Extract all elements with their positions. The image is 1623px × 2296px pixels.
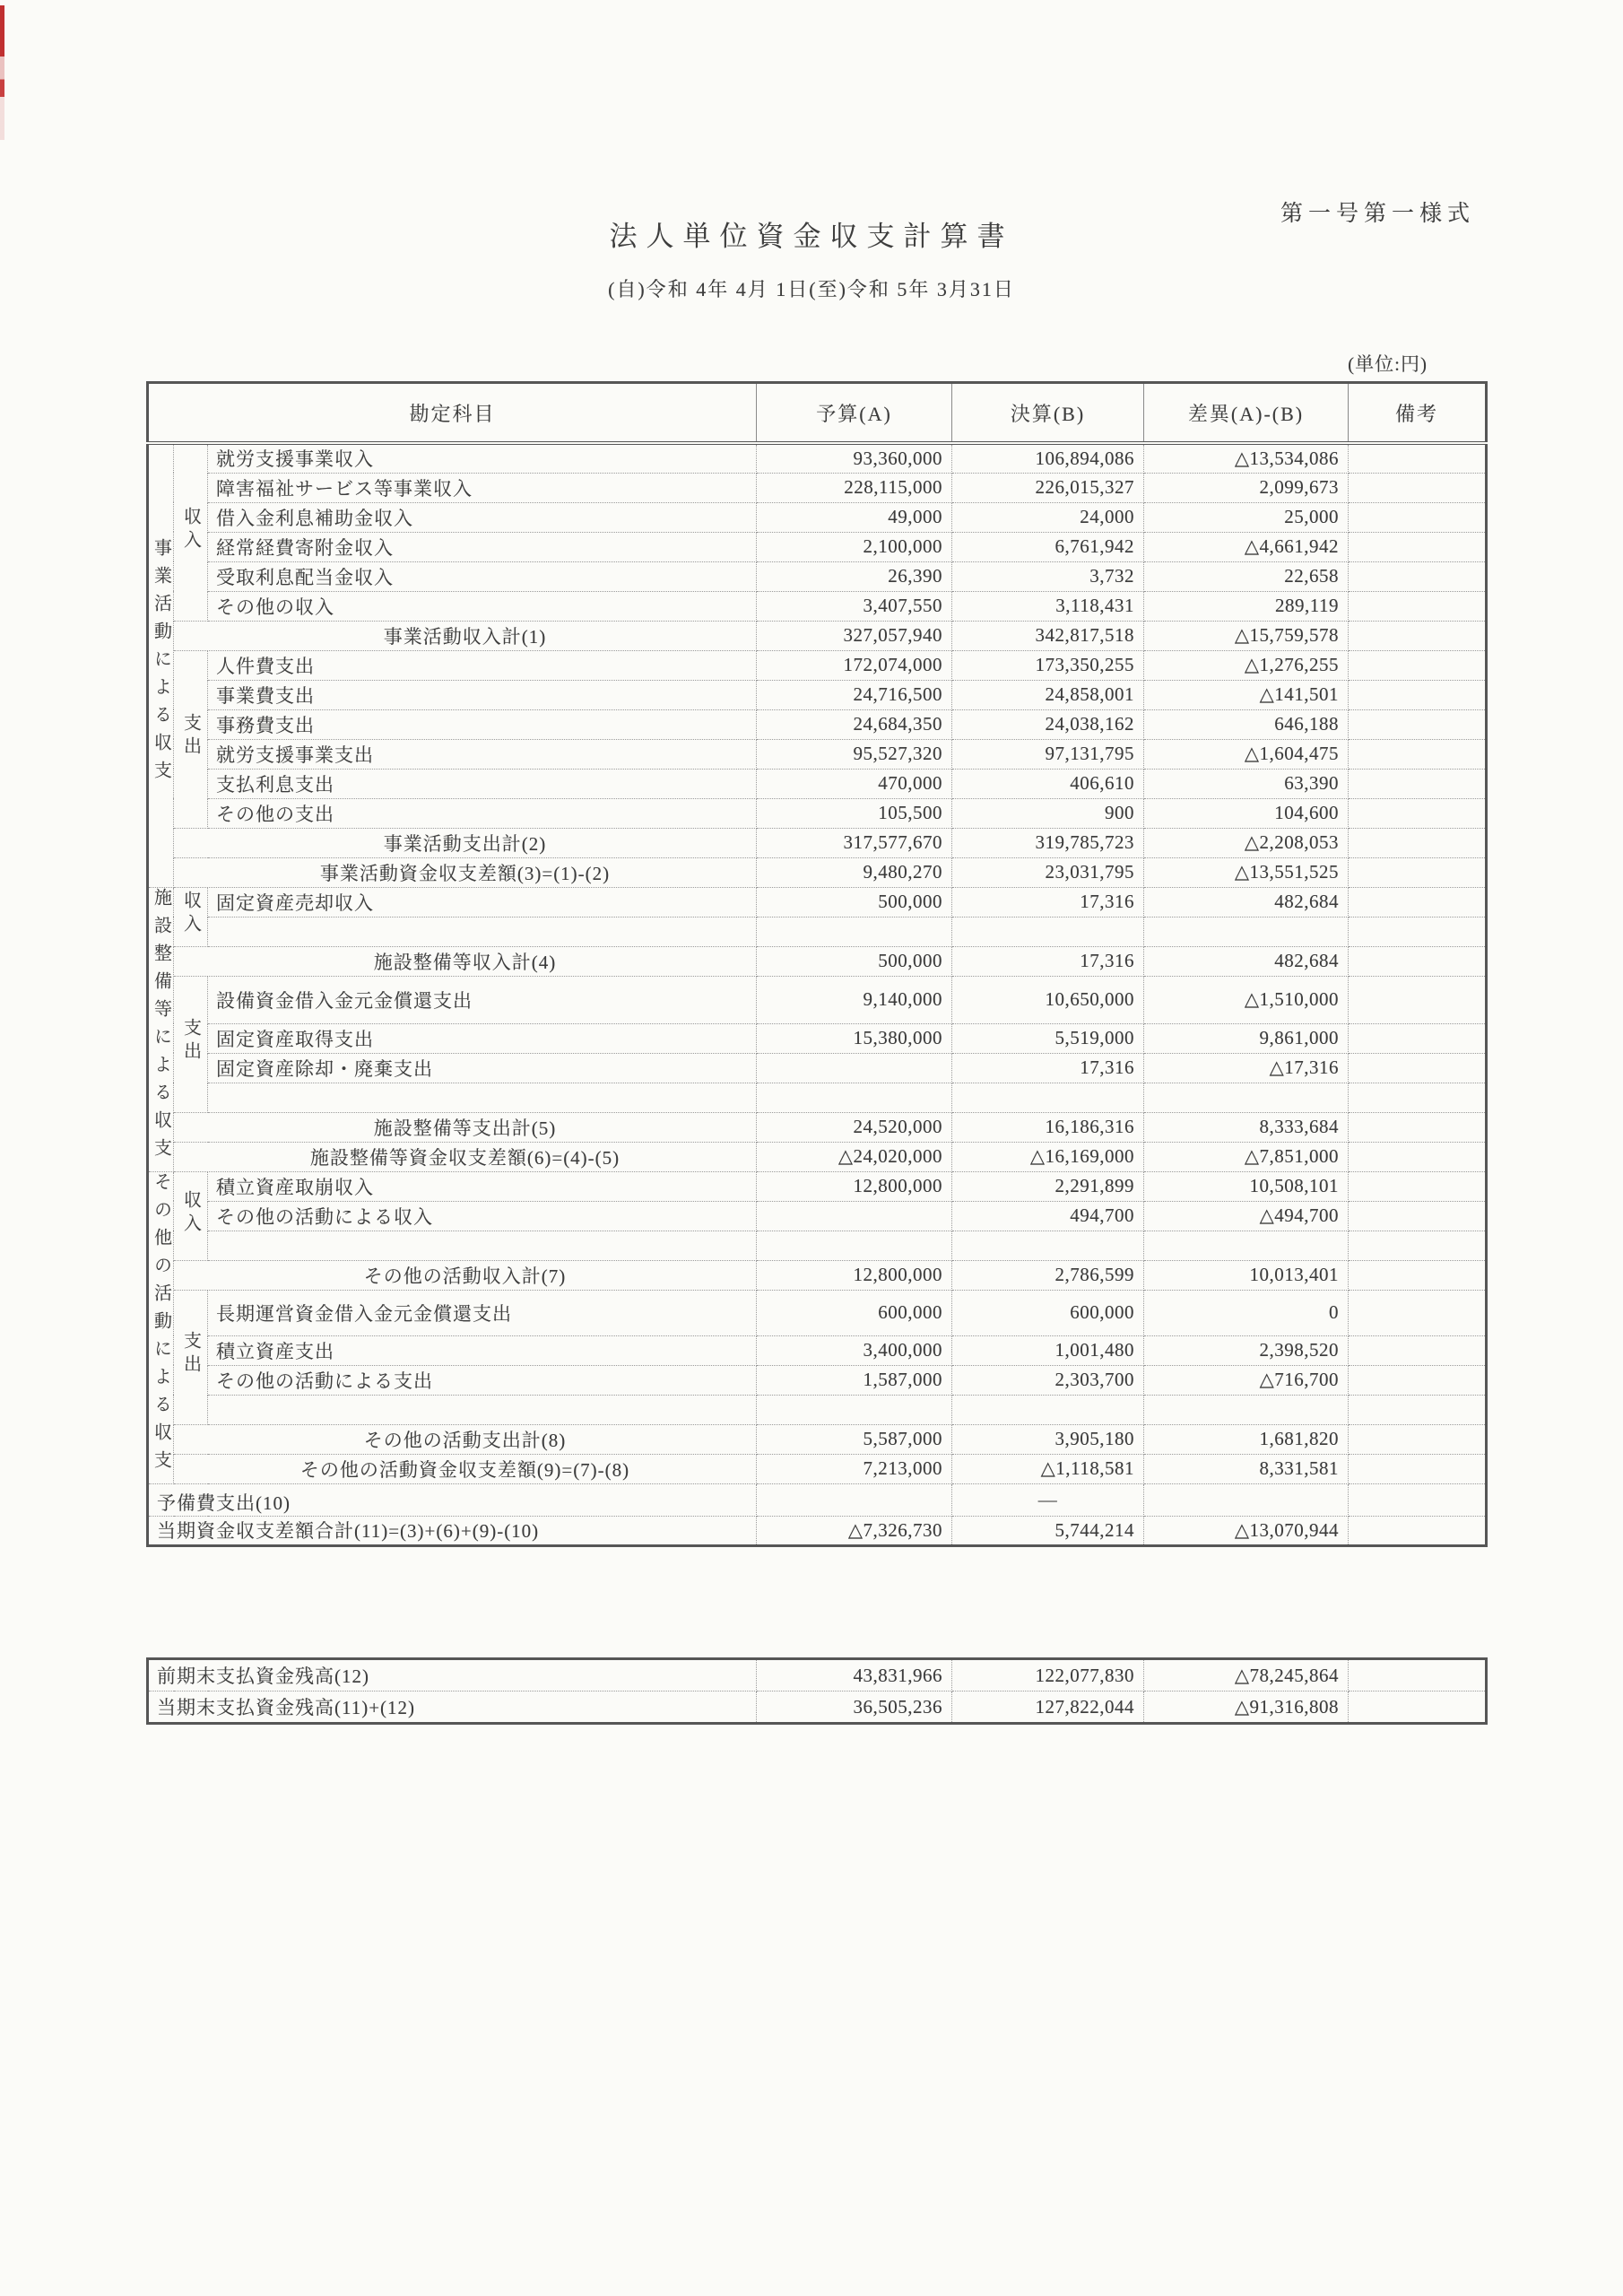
io-label: 収入: [174, 887, 208, 946]
actual-cell: 2,291,899: [952, 1171, 1144, 1201]
remarks-cell: [1349, 591, 1487, 621]
diff-cell: 2,099,673: [1144, 473, 1349, 502]
diff-cell: 25,000: [1144, 502, 1349, 532]
remarks-cell: [1349, 1483, 1487, 1516]
actual-cell: 226,015,327: [952, 473, 1144, 502]
budget-cell: [757, 1053, 952, 1083]
carryover-label: 当期末支払資金残高(11)+(12): [148, 1692, 757, 1724]
diff-cell: △141,501: [1144, 680, 1349, 709]
subtotal-label: 事業活動支出計(2): [174, 828, 757, 857]
section-label: 事業活動による収支: [148, 443, 174, 887]
actual-cell: 122,077,830: [952, 1659, 1144, 1692]
remarks-cell: [1349, 1231, 1487, 1260]
account-cell: 人件費支出: [208, 650, 757, 680]
table-row: [148, 887, 1487, 917]
actual-cell: 17,316: [952, 887, 1144, 917]
diff-cell: △1,510,000: [1144, 976, 1349, 1023]
budget-cell: 5,587,000: [757, 1424, 952, 1454]
table-row: [148, 650, 1487, 680]
col-header-actual: 決算(B): [952, 383, 1144, 444]
form-number: 第一号第一様式: [1280, 202, 1475, 226]
col-header-budget: 予算(A): [757, 383, 952, 444]
remarks-cell: [1349, 680, 1487, 709]
diff-cell: [1144, 917, 1349, 946]
account-cell: 受取利息配当金収入: [208, 561, 757, 591]
account-cell: 経常経費寄附金収入: [208, 532, 757, 561]
table-row: [148, 1023, 1487, 1053]
table-row: [148, 1335, 1487, 1365]
account-cell: 長期運営資金借入金元金償還支出: [208, 1290, 757, 1335]
table-row: [148, 1483, 1487, 1516]
red-scan-mark: [0, 5, 4, 140]
table-row: [148, 591, 1487, 621]
actual-cell: 5,744,214: [952, 1516, 1144, 1545]
budget-cell: 43,831,966: [757, 1659, 952, 1692]
diff-cell: 482,684: [1144, 887, 1349, 917]
col-header-diff: 差異(A)-(B): [1144, 383, 1349, 444]
table-row: [148, 1053, 1487, 1083]
actual-cell: △1,118,581: [952, 1454, 1144, 1483]
unit-note: (単位:円): [1348, 353, 1428, 375]
carryover-table: [146, 1657, 1488, 1725]
diff-cell: 482,684: [1144, 946, 1349, 976]
diff-cell: 104,600: [1144, 798, 1349, 828]
remarks-cell: [1349, 1201, 1487, 1231]
subtotal-label: 事業活動収入計(1): [174, 621, 757, 650]
budget-cell: 228,115,000: [757, 473, 952, 502]
account-cell: 支払利息支出: [208, 769, 757, 798]
diff-label: その他の活動資金収支差額(9)=(7)-(8): [174, 1454, 757, 1483]
table-row: [148, 1395, 1487, 1424]
account-cell: 借入金利息補助金収入: [208, 502, 757, 532]
account-cell: 積立資産取崩収入: [208, 1171, 757, 1201]
table-row: [148, 532, 1487, 561]
diff-cell: 63,390: [1144, 769, 1349, 798]
actual-cell: 24,038,162: [952, 709, 1144, 739]
remarks-cell: [1349, 1260, 1487, 1290]
col-header-remarks: 備考: [1349, 383, 1487, 444]
diff-cell: 0: [1144, 1290, 1349, 1335]
diff-cell: △716,700: [1144, 1365, 1349, 1395]
budget-cell: 24,716,500: [757, 680, 952, 709]
actual-cell: 3,732: [952, 561, 1144, 591]
remarks-cell: [1349, 857, 1487, 887]
budget-cell: △7,326,730: [757, 1516, 952, 1545]
table-row: [148, 709, 1487, 739]
remarks-cell: [1349, 561, 1487, 591]
remarks-cell: [1349, 709, 1487, 739]
table-row: [148, 857, 1487, 887]
account-cell: 積立資産支出: [208, 1335, 757, 1365]
carryover-label: 前期末支払資金残高(12): [148, 1659, 757, 1692]
col-header-account: 勘定科目: [148, 383, 757, 444]
budget-cell: 24,520,000: [757, 1112, 952, 1142]
diff-cell: 8,331,581: [1144, 1454, 1349, 1483]
remarks-cell: [1349, 1053, 1487, 1083]
table-row: [148, 1142, 1487, 1171]
table-row: [148, 1260, 1487, 1290]
diff-cell: △91,316,808: [1144, 1692, 1349, 1724]
remarks-cell: [1349, 887, 1487, 917]
io-label: 収入: [174, 443, 208, 621]
budget-cell: 1,587,000: [757, 1365, 952, 1395]
actual-cell: 16,186,316: [952, 1112, 1144, 1142]
diff-cell: 646,188: [1144, 709, 1349, 739]
table-row: [148, 946, 1487, 976]
actual-cell: [952, 1395, 1144, 1424]
remarks-cell: [1349, 1659, 1487, 1692]
remarks-cell: [1349, 1142, 1487, 1171]
table-row: [148, 1365, 1487, 1395]
table-row: [148, 1083, 1487, 1112]
budget-cell: 172,074,000: [757, 650, 952, 680]
remarks-cell: [1349, 1454, 1487, 1483]
account-cell: 固定資産取得支出: [208, 1023, 757, 1053]
subtotal-label: その他の活動収入計(7): [174, 1260, 757, 1290]
subtotal-label: 施設整備等支出計(5): [174, 1112, 757, 1142]
budget-cell: 317,577,670: [757, 828, 952, 857]
section-label: 施設整備等による収支: [148, 887, 174, 1171]
account-cell: [208, 1395, 757, 1424]
budget-cell: 327,057,940: [757, 621, 952, 650]
diff-cell: [1144, 1231, 1349, 1260]
table-row: [148, 1692, 1487, 1724]
budget-cell: 15,380,000: [757, 1023, 952, 1053]
actual-cell: 1,001,480: [952, 1335, 1144, 1365]
remarks-cell: [1349, 621, 1487, 650]
remarks-cell: [1349, 946, 1487, 976]
diff-cell: △4,661,942: [1144, 532, 1349, 561]
budget-cell: △24,020,000: [757, 1142, 952, 1171]
account-cell: 就労支援事業収入: [208, 443, 757, 473]
account-cell: [208, 917, 757, 946]
actual-cell: 24,000: [952, 502, 1144, 532]
diff-cell: △7,851,000: [1144, 1142, 1349, 1171]
remarks-cell: [1349, 650, 1487, 680]
table-row: [148, 769, 1487, 798]
budget-cell: [757, 1395, 952, 1424]
budget-cell: 600,000: [757, 1290, 952, 1335]
table-row: [148, 561, 1487, 591]
remarks-cell: [1349, 502, 1487, 532]
table-row: [148, 1171, 1487, 1201]
main-table: [146, 381, 1488, 1547]
actual-cell: △16,169,000: [952, 1142, 1144, 1171]
diff-cell: 10,508,101: [1144, 1171, 1349, 1201]
budget-cell: 3,407,550: [757, 591, 952, 621]
table-row: [148, 502, 1487, 532]
io-label: 支出: [174, 650, 208, 828]
diff-cell: △2,208,053: [1144, 828, 1349, 857]
remarks-cell: [1349, 532, 1487, 561]
account-cell: 固定資産売却収入: [208, 887, 757, 917]
budget-cell: 24,684,350: [757, 709, 952, 739]
subtotal-label: その他の活動支出計(8): [174, 1424, 757, 1454]
actual-cell: 3,118,431: [952, 591, 1144, 621]
diff-cell: △13,534,086: [1144, 443, 1349, 473]
table-row: [148, 473, 1487, 502]
diff-cell: △13,551,525: [1144, 857, 1349, 887]
account-cell: [208, 1231, 757, 1260]
account-cell: その他の収入: [208, 591, 757, 621]
diff-cell: 8,333,684: [1144, 1112, 1349, 1142]
budget-cell: 9,140,000: [757, 976, 952, 1023]
table-row: [148, 1231, 1487, 1260]
account-cell: 事業費支出: [208, 680, 757, 709]
diff-cell: 2,398,520: [1144, 1335, 1349, 1365]
budget-cell: 500,000: [757, 887, 952, 917]
diff-cell: 10,013,401: [1144, 1260, 1349, 1290]
table-row: [148, 739, 1487, 769]
diff-cell: 22,658: [1144, 561, 1349, 591]
diff-cell: △78,245,864: [1144, 1659, 1349, 1692]
account-cell: その他の活動による支出: [208, 1365, 757, 1395]
budget-cell: 12,800,000: [757, 1171, 952, 1201]
subtotal-label: 施設整備等収入計(4): [174, 946, 757, 976]
table-row: [148, 828, 1487, 857]
account-cell: その他の活動による収入: [208, 1201, 757, 1231]
budget-cell: 2,100,000: [757, 532, 952, 561]
diff-cell: [1144, 1395, 1349, 1424]
actual-cell: 900: [952, 798, 1144, 828]
account-cell: 設備資金借入金元金償還支出: [208, 976, 757, 1023]
account-cell: 障害福祉サービス等事業収入: [208, 473, 757, 502]
remarks-cell: [1349, 739, 1487, 769]
table-row: [148, 1201, 1487, 1231]
remarks-cell: [1349, 473, 1487, 502]
actual-cell: 10,650,000: [952, 976, 1144, 1023]
table-row: [148, 798, 1487, 828]
remarks-cell: [1349, 828, 1487, 857]
actual-cell: 17,316: [952, 946, 1144, 976]
account-cell: [208, 1083, 757, 1112]
diff-cell: 9,861,000: [1144, 1023, 1349, 1053]
section-label: その他の活動による収支: [148, 1171, 174, 1483]
actual-cell: 173,350,255: [952, 650, 1144, 680]
actual-cell: 24,858,001: [952, 680, 1144, 709]
remarks-cell: [1349, 917, 1487, 946]
diff-cell: △494,700: [1144, 1201, 1349, 1231]
remarks-cell: [1349, 1335, 1487, 1365]
diff-cell: 1,681,820: [1144, 1424, 1349, 1454]
table-row: [148, 1112, 1487, 1142]
actual-cell: [952, 1083, 1144, 1112]
actual-cell: 494,700: [952, 1201, 1144, 1231]
actual-cell: 106,894,086: [952, 443, 1144, 473]
table-row: [148, 917, 1487, 946]
diff-cell: △15,759,578: [1144, 621, 1349, 650]
remarks-cell: [1349, 1112, 1487, 1142]
actual-cell: 319,785,723: [952, 828, 1144, 857]
actual-cell: 5,519,000: [952, 1023, 1144, 1053]
doc-title: 法人単位資金収支計算書: [609, 221, 1014, 252]
actual-cell: 6,761,942: [952, 532, 1144, 561]
actual-cell: [952, 1231, 1144, 1260]
diff-cell: △13,070,944: [1144, 1516, 1349, 1545]
table-row: [148, 1454, 1487, 1483]
budget-cell: 3,400,000: [757, 1335, 952, 1365]
budget-cell: 36,505,236: [757, 1692, 952, 1724]
diff-cell: [1144, 1483, 1349, 1516]
table-row: [148, 1659, 1487, 1692]
budget-cell: 95,527,320: [757, 739, 952, 769]
remarks-cell: [1349, 1395, 1487, 1424]
remarks-cell: [1349, 1083, 1487, 1112]
io-label: 支出: [174, 976, 208, 1112]
diff-label: 施設整備等資金収支差額(6)=(4)-(5): [174, 1142, 757, 1171]
io-label: 収入: [174, 1171, 208, 1260]
diff-cell: [1144, 1083, 1349, 1112]
remarks-cell: [1349, 443, 1487, 473]
actual-cell: [952, 917, 1144, 946]
budget-cell: 500,000: [757, 946, 952, 976]
grand-total-label: 当期資金収支差額合計(11)=(3)+(6)+(9)-(10): [148, 1516, 757, 1545]
budget-cell: 7,213,000: [757, 1454, 952, 1483]
budget-cell: 49,000: [757, 502, 952, 532]
remarks-cell: [1349, 1023, 1487, 1053]
table-header-row: [148, 383, 1487, 444]
budget-cell: [757, 1231, 952, 1260]
remarks-cell: [1349, 1290, 1487, 1335]
io-label: 支出: [174, 1290, 208, 1424]
actual-cell: 406,610: [952, 769, 1144, 798]
budget-cell: 470,000: [757, 769, 952, 798]
table-row: [148, 1290, 1487, 1335]
reserve-label: 予備費支出(10): [148, 1483, 757, 1516]
table-row: [148, 680, 1487, 709]
account-cell: 事務費支出: [208, 709, 757, 739]
budget-cell: 12,800,000: [757, 1260, 952, 1290]
budget-cell: [757, 917, 952, 946]
table-row: [148, 621, 1487, 650]
table-row: [148, 443, 1487, 473]
remarks-cell: [1349, 1171, 1487, 1201]
actual-cell: 342,817,518: [952, 621, 1144, 650]
diff-cell: 289,119: [1144, 591, 1349, 621]
budget-cell: 9,480,270: [757, 857, 952, 887]
remarks-cell: [1349, 798, 1487, 828]
actual-cell: 2,303,700: [952, 1365, 1144, 1395]
table-row: [148, 1516, 1487, 1545]
budget-cell: 26,390: [757, 561, 952, 591]
actual-cell: 600,000: [952, 1290, 1144, 1335]
budget-cell: [757, 1201, 952, 1231]
account-cell: 就労支援事業支出: [208, 739, 757, 769]
remarks-cell: [1349, 1692, 1487, 1724]
actual-cell: 23,031,795: [952, 857, 1144, 887]
actual-cell: 127,822,044: [952, 1692, 1144, 1724]
actual-cell: —: [952, 1483, 1144, 1516]
budget-cell: [757, 1083, 952, 1112]
remarks-cell: [1349, 1424, 1487, 1454]
budget-cell: [757, 1483, 952, 1516]
budget-cell: 93,360,000: [757, 443, 952, 473]
actual-cell: 3,905,180: [952, 1424, 1144, 1454]
table-row: [148, 976, 1487, 1023]
table-row: [148, 1424, 1487, 1454]
diff-label: 事業活動資金収支差額(3)=(1)-(2): [174, 857, 757, 887]
diff-cell: △17,316: [1144, 1053, 1349, 1083]
remarks-cell: [1349, 976, 1487, 1023]
doc-period: (自)令和 4年 4月 1日(至)令和 5年 3月31日: [608, 278, 1015, 300]
actual-cell: 97,131,795: [952, 739, 1144, 769]
actual-cell: 2,786,599: [952, 1260, 1144, 1290]
remarks-cell: [1349, 1365, 1487, 1395]
diff-cell: △1,276,255: [1144, 650, 1349, 680]
actual-cell: 17,316: [952, 1053, 1144, 1083]
diff-cell: △1,604,475: [1144, 739, 1349, 769]
account-cell: その他の支出: [208, 798, 757, 828]
account-cell: 固定資産除却・廃棄支出: [208, 1053, 757, 1083]
remarks-cell: [1349, 1516, 1487, 1545]
remarks-cell: [1349, 769, 1487, 798]
budget-cell: 105,500: [757, 798, 952, 828]
